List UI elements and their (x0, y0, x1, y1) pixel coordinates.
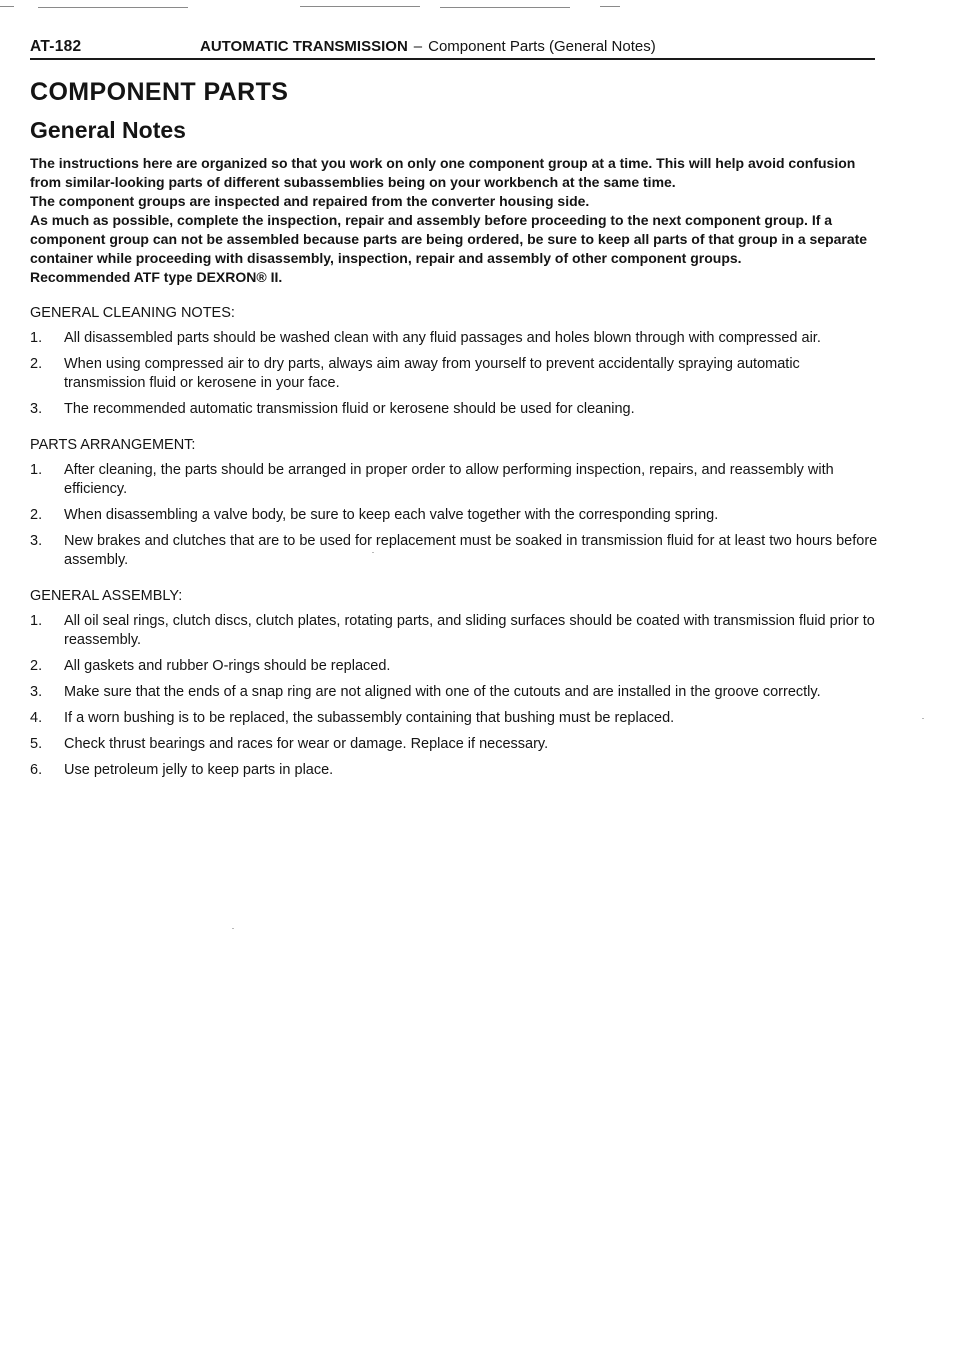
section-general-assembly (30, 586, 878, 780)
item-text: After cleaning, the parts should be arranged in proper order to allow performing inspection, repairs, and reassembly with efficiency. (64, 462, 834, 497)
section-heading: GENERAL CLEANING NOTES: (30, 305, 235, 321)
scan-speck (232, 928, 234, 929)
item-text: When using compressed air to dry parts, always aim away from yourself to prevent accidentally spraying automatic transmission fluid or kerosene in your face. (64, 356, 800, 391)
section-heading: PARTS ARRANGEMENT: (30, 437, 196, 453)
intro-paragraphs (30, 154, 878, 287)
section-parts-arrangement (30, 435, 878, 570)
scan-speck (372, 552, 374, 553)
item-number: 1. (30, 613, 43, 629)
list-item (30, 461, 878, 499)
item-number: 4. (30, 710, 43, 726)
item-text: Make sure that the ends of a snap ring are not aligned with one of the cutouts and are installed in the groove correctly. (64, 684, 821, 700)
item-text: When disassembling a valve body, be sure to keep each valve together with the corresponding spring. (64, 507, 719, 523)
item-number: 3. (30, 533, 43, 549)
item-number: 6. (30, 762, 43, 778)
item-number: 2. (30, 356, 43, 372)
intro-paragraph: As much as possible, complete the inspection, repair and assembly before proceeding to the next component group. If a component group can not be assembled because parts are being ordered, be sure to keep all parts of that group in a separate container while proceeding with disassembly, inspection, repair and assembly of other component groups. (30, 212, 868, 266)
page-content (30, 74, 878, 787)
list-item (30, 657, 878, 676)
list-item (30, 761, 878, 780)
list-item (30, 612, 878, 650)
scan-artifact-lines (0, 6, 960, 10)
intro-paragraph: The instructions here are organized so that you work on only one component group at a time. This will help avoid confusion from similar-looking parts of different subassemblies being on your workbench at the same time. (30, 155, 856, 190)
general-assembly-list (30, 612, 878, 780)
item-text: Use petroleum jelly to keep parts in place. (64, 762, 334, 778)
item-text: All disassembled parts should be washed clean with any fluid passages and holes blown through with compressed air. (64, 330, 821, 346)
intro-paragraph: The component groups are inspected and repaired from the converter housing side. (30, 193, 590, 209)
header-rule (30, 58, 875, 60)
list-item (30, 329, 878, 348)
list-item (30, 709, 878, 728)
section-cleaning-notes (30, 303, 878, 419)
page-header (30, 36, 875, 60)
list-item (30, 506, 878, 525)
item-number: 3. (30, 401, 43, 417)
section-title: AUTOMATIC TRANSMISSION (200, 38, 408, 55)
item-text: All gaskets and rubber O-rings should be replaced. (64, 658, 391, 674)
list-item (30, 355, 878, 393)
item-number: 1. (30, 330, 43, 346)
list-item (30, 735, 878, 754)
page-title: COMPONENT PARTS (30, 78, 289, 106)
item-number: 1. (30, 462, 43, 478)
item-number: 2. (30, 507, 43, 523)
list-item (30, 400, 878, 419)
title-separator: – (413, 38, 423, 55)
page-subtitle: General Notes (30, 117, 186, 143)
intro-paragraph: Recommended ATF type DEXRON® II. (30, 269, 283, 285)
item-text: All oil seal rings, clutch discs, clutch plates, rotating parts, and sliding surfaces should be coated with transmission fluid prior to reassembly. (64, 613, 875, 648)
item-text: The recommended automatic transmission fluid or kerosene should be used for cleaning. (64, 401, 635, 417)
subsection-title: Component Parts (General Notes) (428, 38, 656, 55)
list-item (30, 683, 878, 702)
cleaning-notes-list (30, 329, 878, 419)
list-item (30, 532, 878, 570)
section-heading: GENERAL ASSEMBLY: (30, 588, 183, 604)
item-number: 3. (30, 684, 43, 700)
parts-arrangement-list (30, 461, 878, 570)
item-text: New brakes and clutches that are to be used for replacement must be soaked in transmission fluid for at least two hours before assembly. (64, 533, 878, 568)
item-text: If a worn bushing is to be replaced, the subassembly containing that bushing must be replaced. (64, 710, 675, 726)
scan-speck (922, 718, 924, 719)
item-number: 5. (30, 736, 43, 752)
item-number: 2. (30, 658, 43, 674)
page-number: AT-182 (30, 38, 82, 55)
running-title (200, 38, 656, 55)
item-text: Check thrust bearings and races for wear or damage. Replace if necessary. (64, 736, 549, 752)
